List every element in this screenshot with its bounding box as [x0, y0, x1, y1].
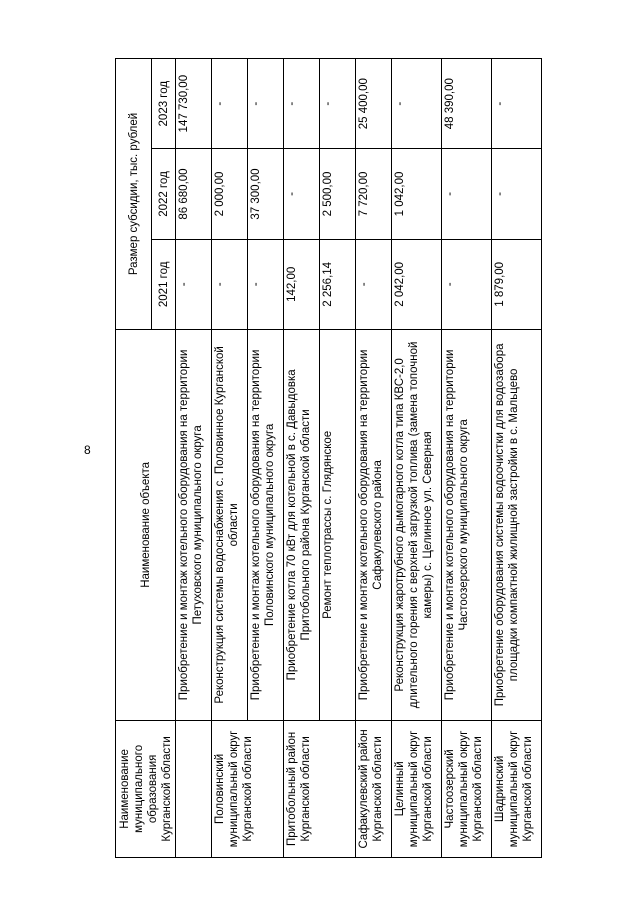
value-2023-cell: 48 390,00: [442, 59, 492, 149]
object-cell: Приобретение котла 70 кВт для котельной в с. Давыдовка Притобольного района Курганской области: [284, 329, 320, 720]
value-2022-cell: -: [442, 149, 492, 239]
table-row: [212, 59, 248, 858]
table-row: [392, 59, 442, 858]
value-2023-cell: -: [492, 59, 542, 149]
object-cell: Приобретение и монтаж котельного оборудования на территории Петуховского муниципального округа: [176, 329, 212, 720]
municipality-cell: Частоозерский муниципальный округ Курганской области: [442, 720, 492, 857]
value-2021-cell: 2 256,14: [320, 239, 356, 329]
value-2023-cell: -: [248, 59, 284, 149]
value-2022-cell: -: [284, 149, 320, 239]
object-cell: Приобретение и монтаж котельного оборудования на территории Частоозерского муниципального округа: [442, 329, 492, 720]
object-cell: Приобретение и монтаж котельного оборудования на территории Сафакулевского района: [356, 329, 392, 720]
rotated-table-wrapper: [115, 58, 585, 858]
value-2021-cell: 142,00: [284, 239, 320, 329]
header-2022: 2022 год: [152, 149, 176, 239]
municipality-cell: Сафакулевский район Курганской области: [356, 720, 392, 857]
value-2022-cell: -: [492, 149, 542, 239]
table-row: [356, 59, 392, 858]
value-2022-cell: 2 500,00: [320, 149, 356, 239]
header-2021: 2021 год: [152, 239, 176, 329]
value-2021-cell: -: [248, 239, 284, 329]
object-cell: Приобретение оборудования системы водоочистки для водозабора площадки компактной жилищной застройки в с. Мальцево: [492, 329, 542, 720]
value-2021-cell: -: [176, 239, 212, 329]
value-2023-cell: -: [212, 59, 248, 149]
value-2022-cell: 2 000,00: [212, 149, 248, 239]
value-2022-cell: 7 720,00: [356, 149, 392, 239]
municipality-cell: Целинный муниципальный округ Курганской области: [392, 720, 442, 857]
municipality-cell: [176, 720, 212, 857]
object-cell: Приобретение и монтаж котельного оборудования на территории Половинского муниципального округа: [248, 329, 284, 720]
value-2021-cell: 1 879,00: [492, 239, 542, 329]
municipality-cell: Шадринский муниципальный округ Курганской области: [492, 720, 542, 857]
subsidy-table: [115, 58, 542, 858]
object-cell: Реконструкция жаротрубного дымогарного котла типа КВС-2,0 длительного горения с верхней загрузкой топлива (замена топочной камеры) с. Целинное ул. Северная: [392, 329, 442, 720]
value-2022-cell: 86 680,00: [176, 149, 212, 239]
header-subsidy: Размер субсидии, тыс. рублей: [116, 59, 152, 330]
municipality-cell: Притобольный район Курганской области: [284, 720, 356, 857]
table-row: [442, 59, 492, 858]
table-row: [284, 59, 320, 858]
header-municipality: Наименование муниципального образования Курганской области: [116, 720, 176, 857]
page-number: 8: [84, 443, 91, 457]
value-2021-cell: -: [442, 239, 492, 329]
value-2023-cell: 147 730,00: [176, 59, 212, 149]
object-cell: Реконструкция системы водоснабжения с. Половинное Курганской области: [212, 329, 248, 720]
value-2023-cell: -: [392, 59, 442, 149]
value-2023-cell: -: [320, 59, 356, 149]
value-2022-cell: 37 300,00: [248, 149, 284, 239]
value-2021-cell: 2 042,00: [392, 239, 442, 329]
table-row: [176, 59, 212, 858]
table-row: [492, 59, 542, 858]
municipality-cell: Половинский муниципальный округ Курганской области: [212, 720, 284, 857]
value-2023-cell: -: [284, 59, 320, 149]
header-object: Наименование объекта: [116, 329, 176, 720]
header-2023: 2023 год: [152, 59, 176, 149]
value-2021-cell: -: [212, 239, 248, 329]
value-2021-cell: -: [356, 239, 392, 329]
object-cell: Ремонт теплотрассы с. Глядянское: [320, 329, 356, 720]
value-2023-cell: 25 400,00: [356, 59, 392, 149]
value-2022-cell: 1 042,00: [392, 149, 442, 239]
